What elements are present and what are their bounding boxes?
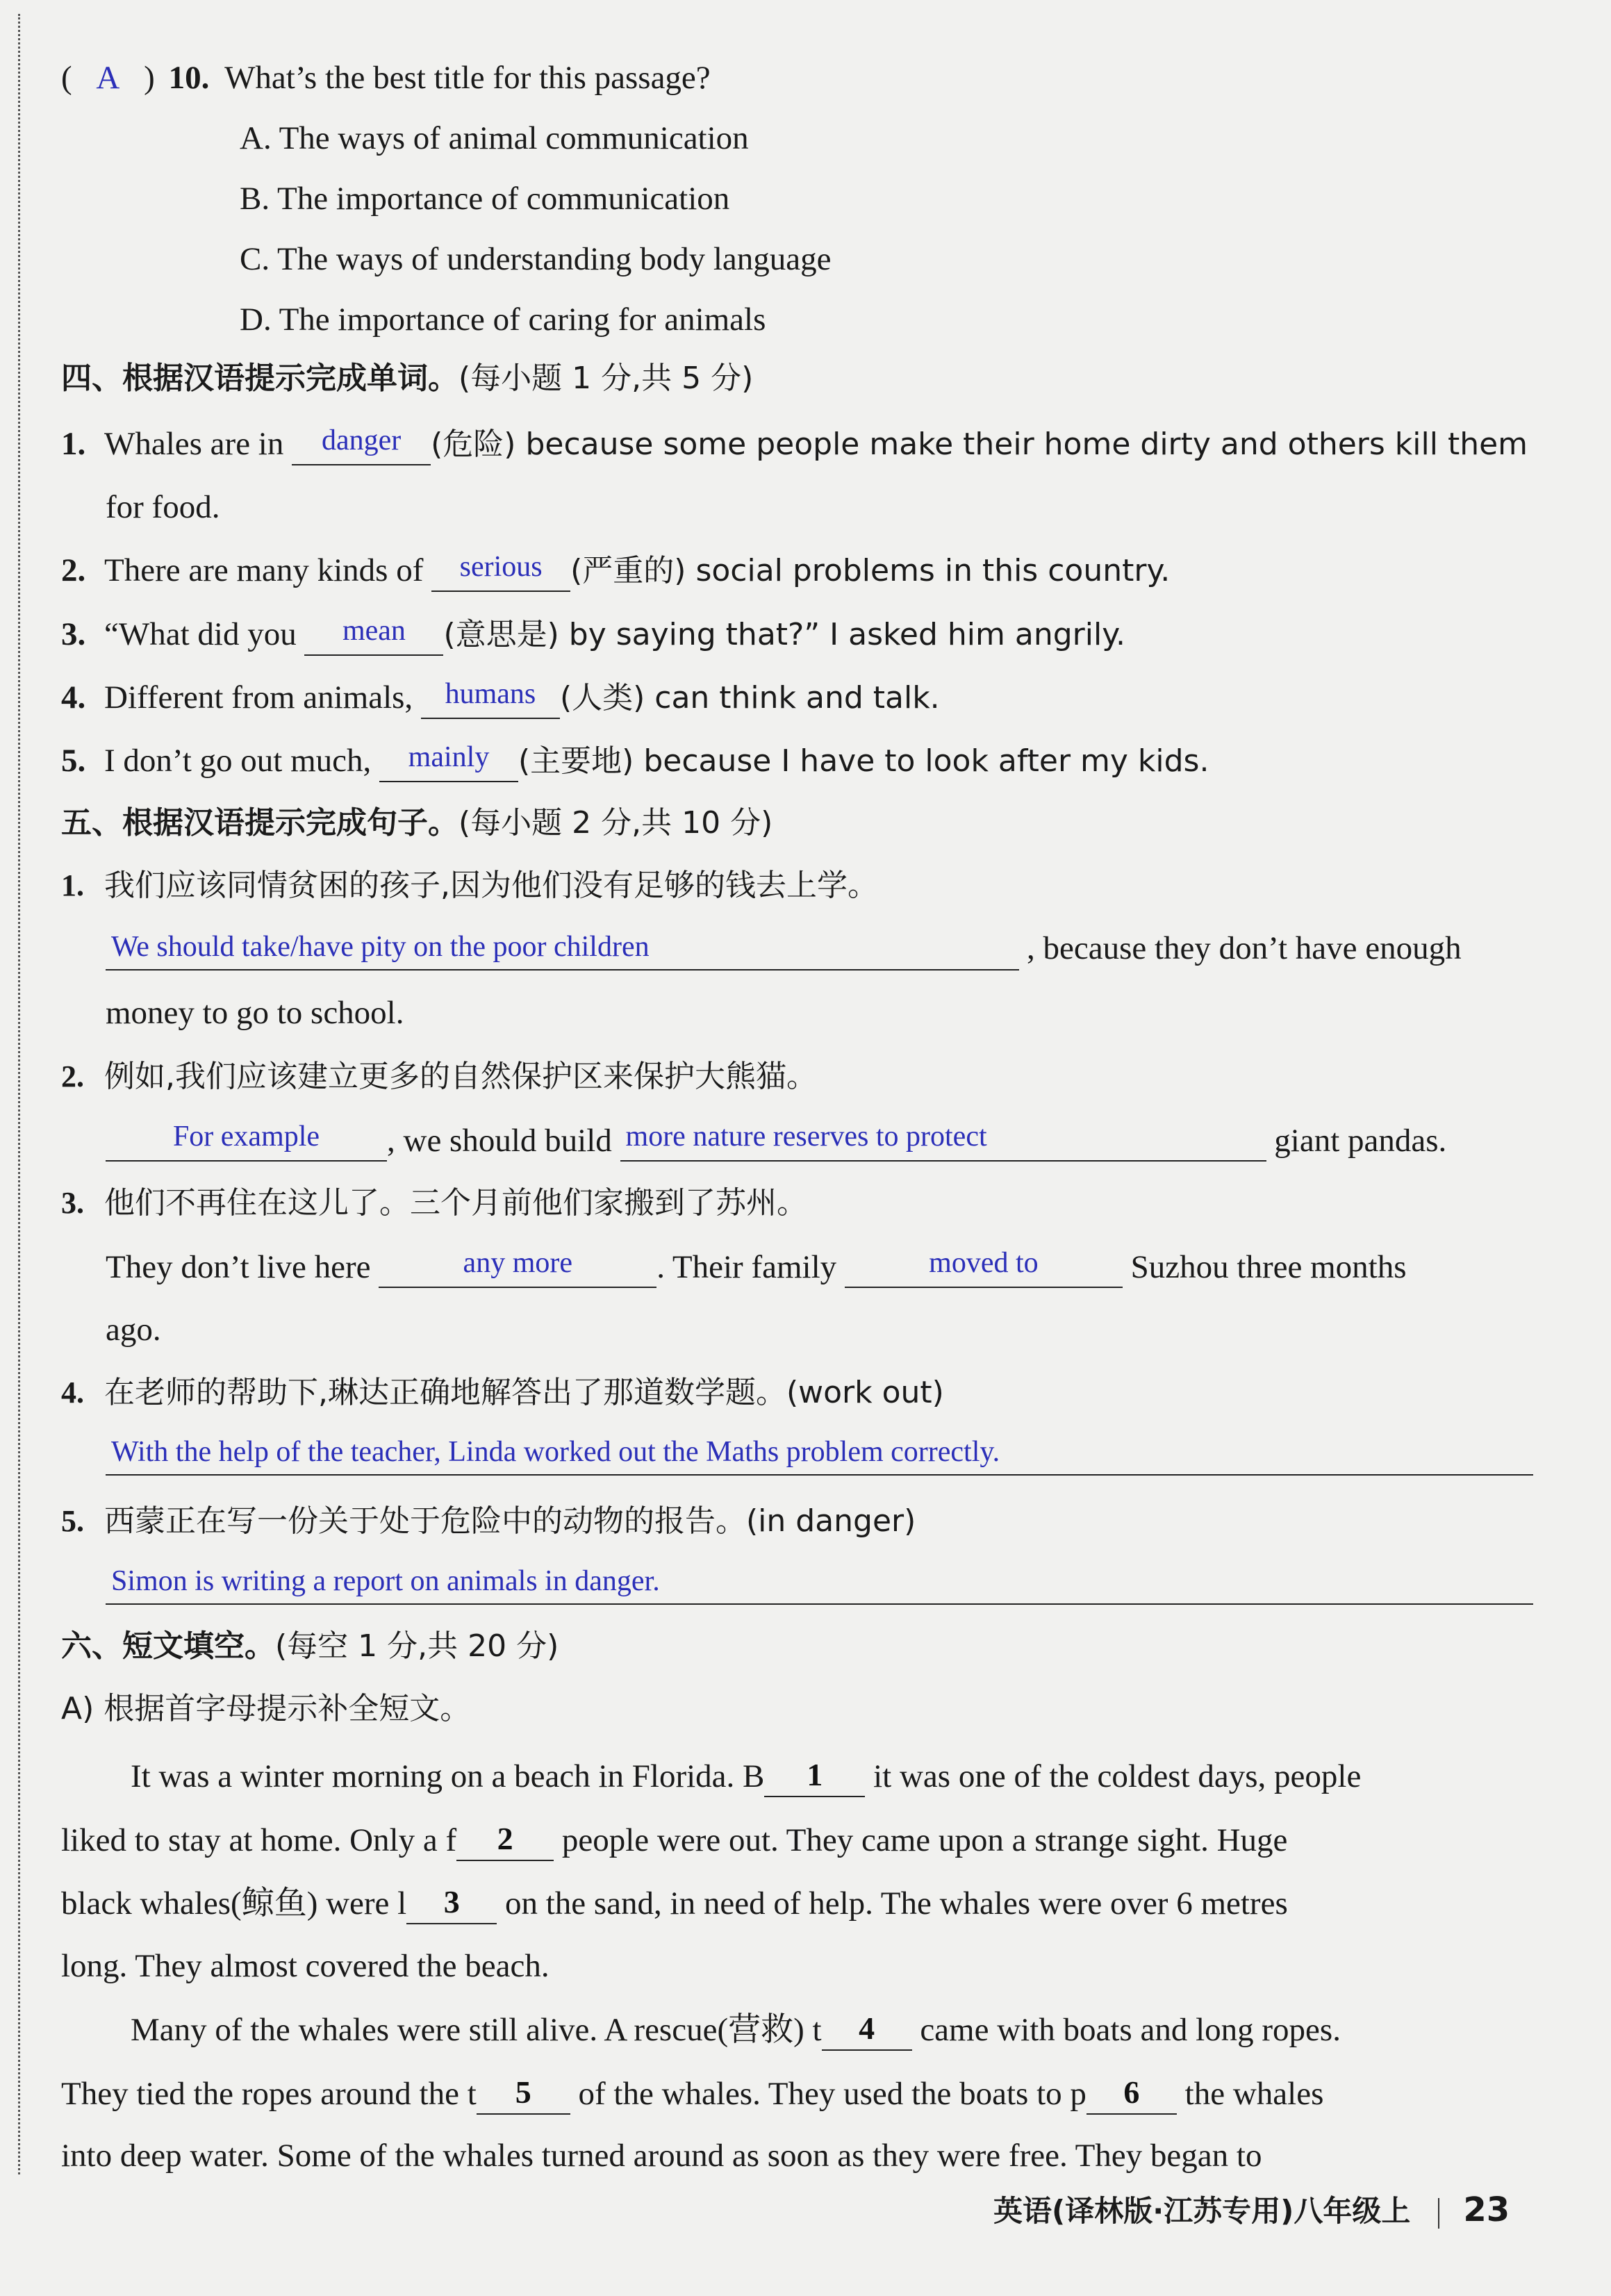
item-text-after: (主要地) because I have to look after my kids.: [518, 743, 1209, 779]
blank-answer: Simon is writing a report on animals in danger.: [111, 1565, 660, 1597]
s5-item-4-blank: [106, 1432, 1533, 1476]
passage-text: It was a winter morning on a beach in Florida. B: [131, 1758, 765, 1794]
section-4-title: 四、根据汉语提示完成单词。: [61, 361, 458, 396]
item-text-before: Whales are in: [104, 426, 284, 462]
s5-item-3-answer-line: [106, 1245, 1407, 1288]
s4-item-5: [61, 739, 1209, 782]
blank-answer: danger: [321, 424, 402, 456]
section-6-subheading: A) 根据首字母提示补全短文。: [61, 1691, 471, 1726]
passage-text: Many of the whales were still alive. A rescue(营救) t: [131, 2012, 822, 2048]
s4-item-1-cont: for food.: [106, 489, 220, 525]
item-text-after: Suzhou three months: [1130, 1249, 1407, 1285]
s4-item-2: [61, 549, 1170, 592]
s5-item-2-prompt: [61, 1056, 817, 1098]
q10-option-c: C. The ways of understanding body language: [240, 241, 832, 277]
s5-item-4-prompt: [61, 1372, 944, 1414]
blank-answer: We should take/have pity on the poor children: [111, 931, 650, 963]
passage-text: black whales(鲸鱼) were l: [61, 1885, 407, 1922]
item-number: 1.: [61, 426, 86, 462]
chinese-prompt: 在老师的帮助下,琳达正确地解答出了那道数学题。(work out): [104, 1375, 944, 1410]
item-number: 5.: [61, 743, 86, 779]
blank-number: 5: [515, 2074, 531, 2110]
blank-answer: serious: [459, 551, 543, 583]
fill-blank: [304, 613, 443, 656]
passage-p2-line-1: [131, 2008, 1341, 2051]
item-text-after: (危险) because some people make their home dirty and others kill them: [431, 427, 1528, 462]
section-6-heading: [61, 1626, 559, 1667]
passage-text: liked to stay at home. Only a f: [61, 1822, 457, 1858]
fill-blank: [845, 1245, 1123, 1288]
fill-blank: [292, 422, 431, 465]
item-text-before: “What did you: [104, 616, 297, 652]
footer-divider: [1438, 2198, 1439, 2229]
passage-text: They tied the ropes around the t: [61, 2076, 477, 2112]
blank-answer: mean: [342, 615, 406, 647]
page-number: 23: [1463, 2190, 1510, 2229]
blank-answer: humans: [445, 678, 536, 710]
item-text-before: I don’t go out much,: [104, 743, 372, 779]
item-text-after: (意思是) by saying that?” I asked him angrily.: [443, 617, 1125, 652]
q10-option-d: D. The importance of caring for animals: [240, 302, 766, 338]
fill-blank: [431, 549, 570, 592]
q10-option-b: B. The importance of communication: [240, 181, 730, 217]
item-number: 2.: [61, 1059, 84, 1093]
item-number: 1.: [61, 868, 84, 902]
passage-p1-line-3: [61, 1881, 1288, 1924]
s4-item-1: [61, 422, 1528, 465]
blank-number: 1: [807, 1757, 823, 1792]
passage-text: people were out. They came upon a strange sight. Huge: [561, 1822, 1288, 1858]
item-text-before: There are many kinds of: [104, 552, 424, 588]
passage-text: on the sand, in need of help. The whales were over 6 metres: [504, 1885, 1288, 1922]
passage-p1-line-4: long. They almost covered the beach.: [61, 1948, 550, 1984]
fill-blank: [379, 1245, 656, 1288]
blank-number: 3: [443, 1884, 460, 1919]
fill-blank: [620, 1118, 1266, 1162]
passage-blank-4: [822, 2008, 912, 2051]
blank-number: 6: [1123, 2074, 1140, 2110]
s5-item-3-cont: ago.: [106, 1312, 161, 1348]
q10-answer: A: [96, 60, 120, 96]
fill-blank: [421, 676, 560, 719]
answer-bracket-close: ): [144, 60, 155, 96]
section-6-title: 六、短文填空。: [61, 1628, 275, 1664]
item-text-middle: . Their family: [656, 1249, 837, 1285]
s5-item-1-blank: [106, 927, 1019, 971]
item-number: 4.: [61, 679, 86, 716]
passage-p1-line-2: [61, 1818, 1287, 1861]
item-number: 5.: [61, 1504, 84, 1538]
section-6-points: (每空 1 分,共 20 分): [275, 1628, 559, 1664]
section-4-heading: [61, 358, 753, 399]
item-text-before: Different from animals,: [104, 679, 413, 716]
chinese-prompt: 我们应该同情贫困的孩子,因为他们没有足够的钱去上学。: [104, 868, 878, 903]
passage-blank-6: [1087, 2072, 1177, 2115]
section-5-title: 五、根据汉语提示完成句子。: [61, 805, 458, 841]
q10-number: 10.: [168, 60, 210, 96]
blank-number: 2: [497, 1821, 513, 1856]
passage-p2-line-2: [61, 2072, 1323, 2115]
item-text-after: (严重的) social problems in this country.: [570, 553, 1171, 588]
s5-item-1-prompt: [61, 865, 878, 907]
blank-answer: any more: [463, 1247, 572, 1279]
s5-item-5-blank: [106, 1562, 1533, 1605]
s5-item-1-cont: money to go to school.: [106, 995, 404, 1031]
page-footer: [993, 2188, 1510, 2230]
passage-text: the whales: [1184, 2076, 1324, 2112]
blank-answer: With the help of the teacher, Linda worked out the Maths problem correctly.: [111, 1436, 1000, 1468]
chinese-prompt: 他们不再住在这儿了。三个月前他们家搬到了苏州。: [104, 1185, 807, 1221]
passage-text: came with boats and long ropes.: [920, 2012, 1341, 2048]
passage-blank-3: [406, 1881, 497, 1924]
passage-p1-line-1: [131, 1754, 1361, 1797]
blank-answer: more nature reserves to protect: [625, 1121, 987, 1153]
passage-blank-2: [456, 1818, 554, 1861]
item-number: 4.: [61, 1376, 84, 1410]
section-5-points: (每小题 2 分,共 10 分): [458, 805, 773, 841]
blank-answer: moved to: [929, 1247, 1039, 1279]
q10-question: What’s the best title for this passage?: [224, 60, 711, 96]
q10-option-a: A. The ways of animal communication: [240, 120, 749, 156]
passage-text: of the whales. They used the boats to p: [578, 2076, 1087, 2112]
question-10: [61, 57, 711, 99]
fill-blank: [106, 1118, 387, 1162]
passage-blank-1: [764, 1754, 865, 1797]
binding-margin-line: [18, 14, 20, 2174]
item-text-after: giant pandas.: [1274, 1123, 1447, 1159]
section-4-points: (每小题 1 分,共 5 分): [458, 361, 754, 396]
blank-answer: For example: [172, 1121, 320, 1153]
passage-text: it was one of the coldest days, people: [873, 1758, 1362, 1794]
s5-item-2-answer-line: [106, 1118, 1446, 1162]
item-text-after: (人类) can think and talk.: [559, 680, 940, 716]
s5-item-1-after: , because they don’t have enough: [1027, 930, 1462, 966]
item-number: 2.: [61, 552, 86, 588]
fill-blank: [379, 739, 518, 782]
s4-item-4: [61, 676, 940, 719]
chinese-prompt: 例如,我们应该建立更多的自然保护区来保护大熊猫。: [104, 1059, 817, 1094]
answer-bracket-open: (: [61, 60, 72, 96]
s5-item-3-prompt: [61, 1182, 807, 1224]
item-text-middle: , we should build: [387, 1123, 612, 1159]
book-title: 英语(译林版·江苏专用)八年级上: [993, 2194, 1411, 2228]
passage-p2-line-3: into deep water. Some of the whales turned around as soon as they were free. They began to: [61, 2138, 1262, 2174]
s5-item-5-prompt: [61, 1501, 916, 1542]
blank-number: 4: [859, 2010, 875, 2046]
item-number: 3.: [61, 1186, 84, 1220]
section-5-heading: [61, 802, 773, 844]
item-number: 3.: [61, 616, 86, 652]
passage-blank-5: [477, 2072, 570, 2115]
item-text-before: They don’t live here: [106, 1249, 371, 1285]
chinese-prompt: 西蒙正在写一份关于处于危险中的动物的报告。(in danger): [104, 1503, 916, 1539]
s4-item-3: [61, 613, 1125, 656]
blank-answer: mainly: [408, 741, 490, 773]
